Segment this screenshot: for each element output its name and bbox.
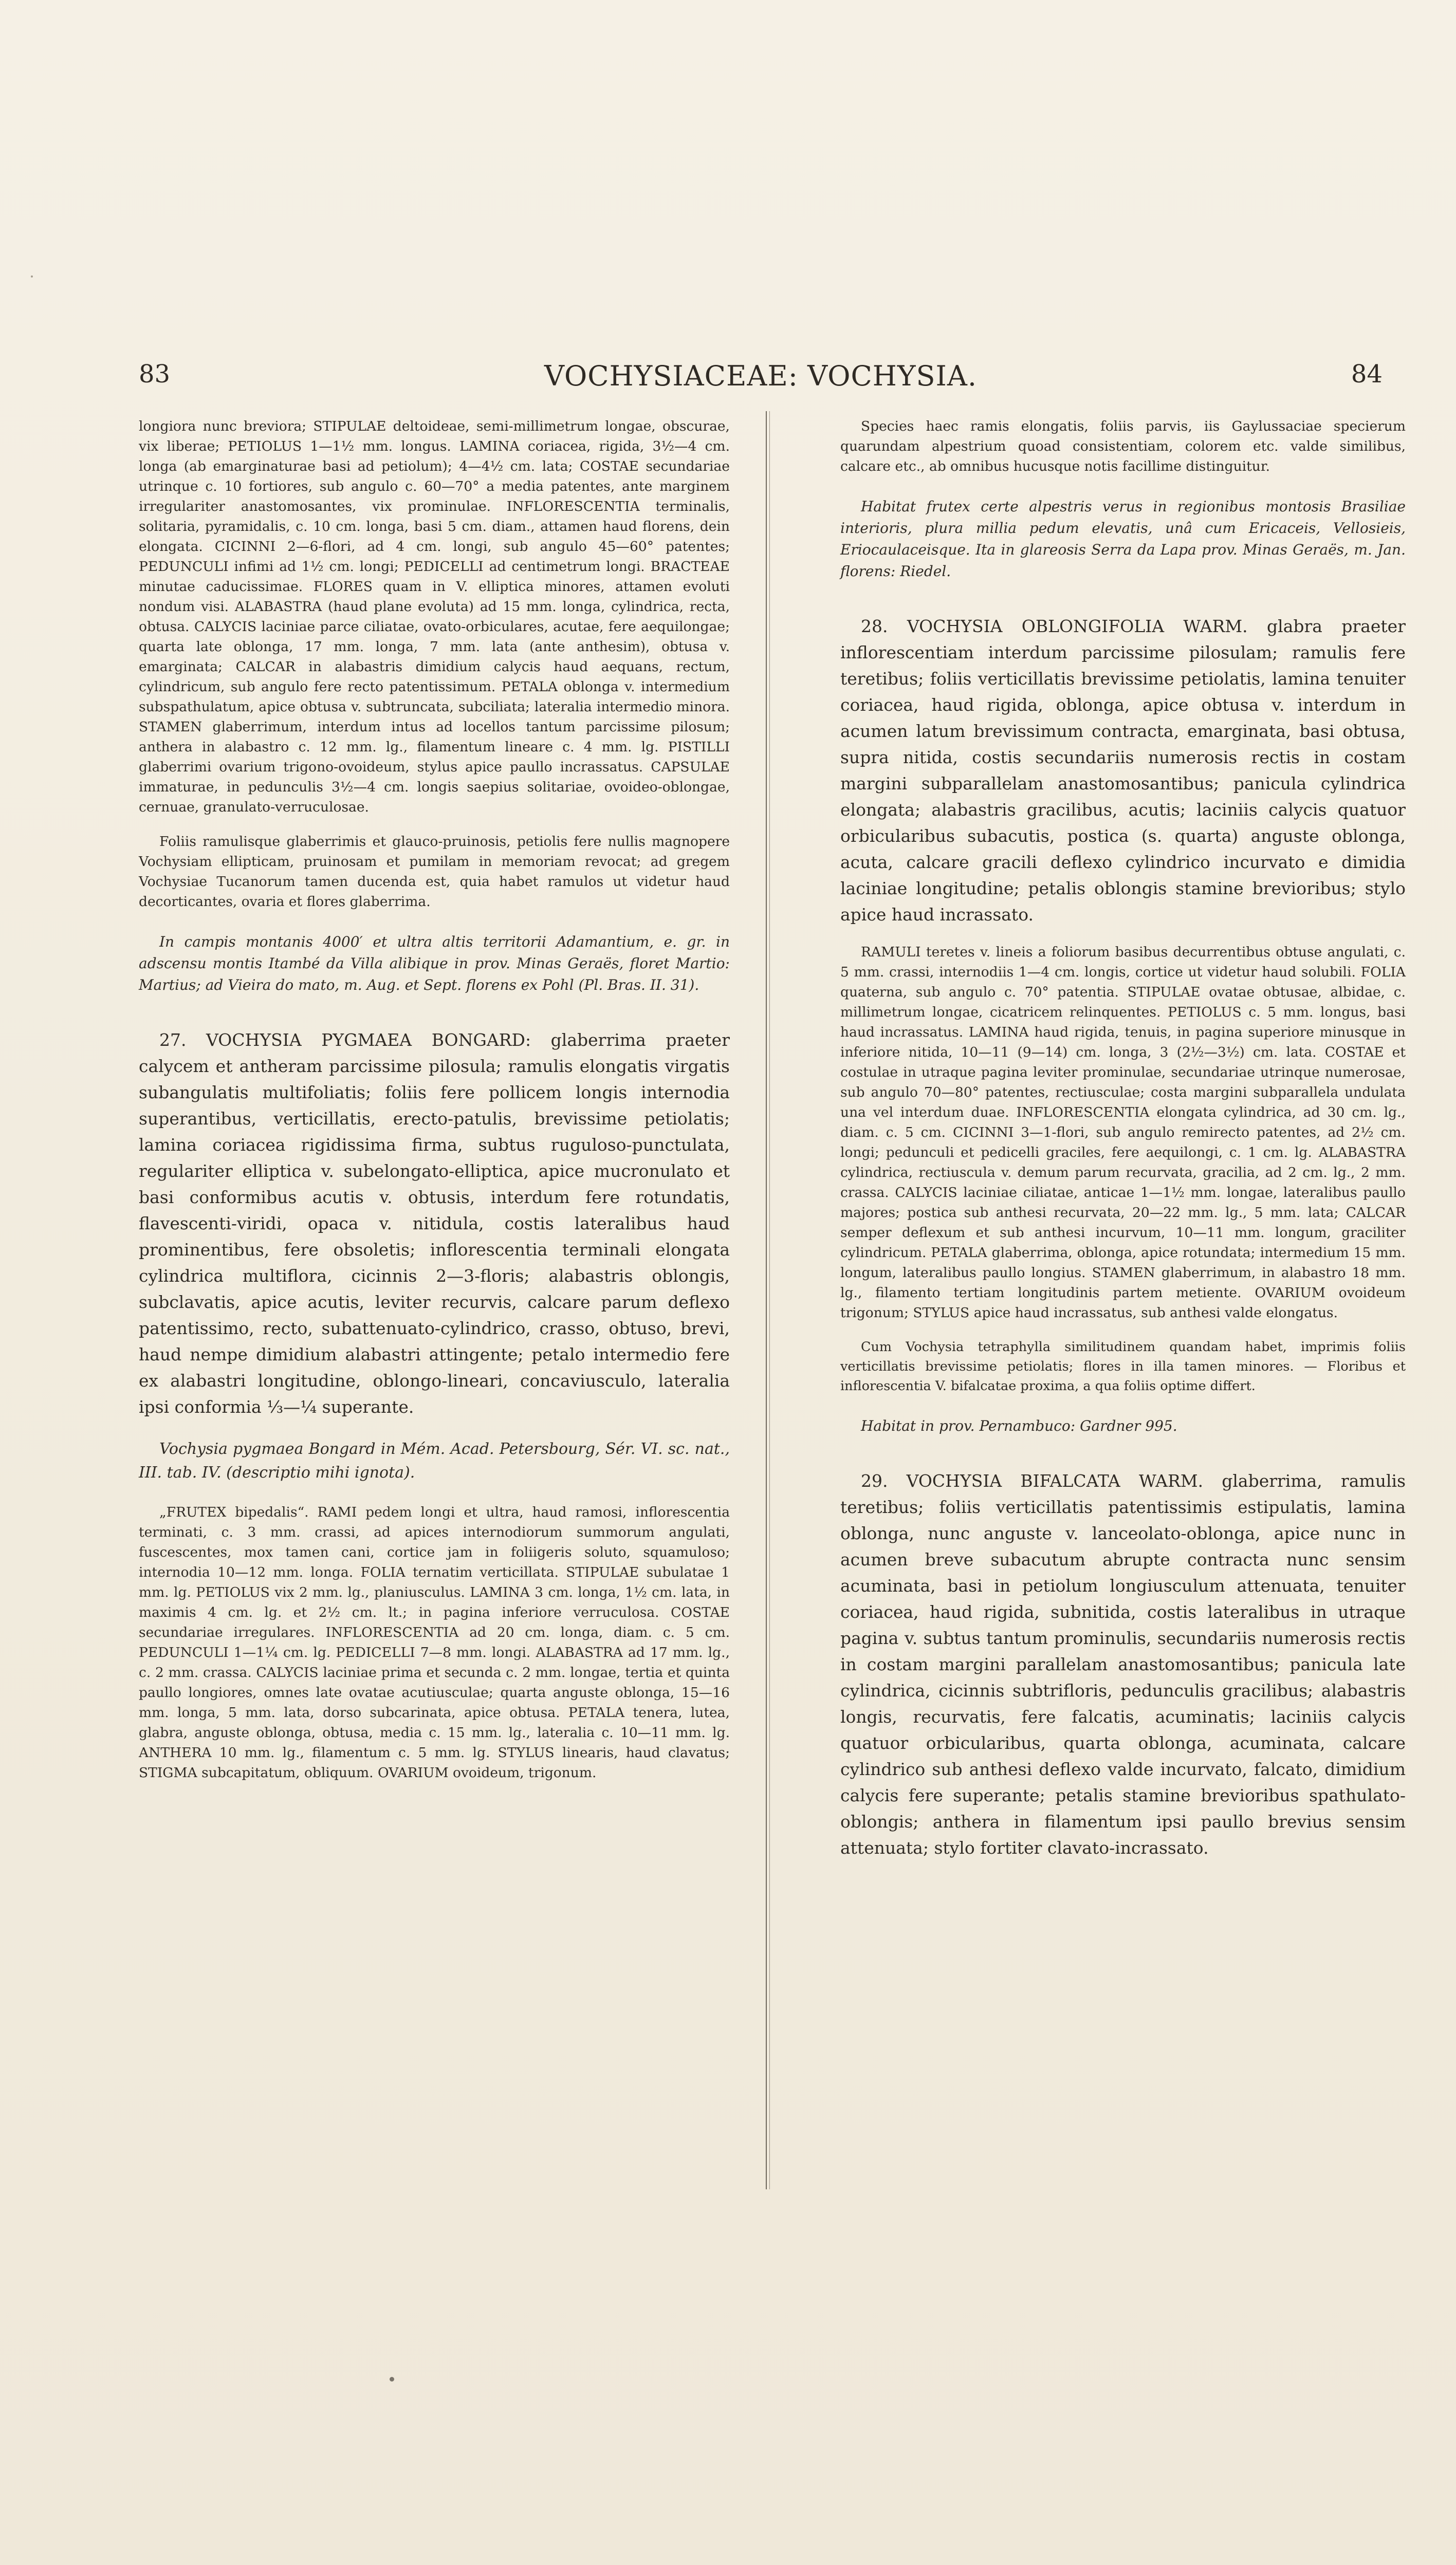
column-rule-inner	[769, 411, 770, 2189]
running-header	[139, 360, 1383, 396]
description-continued: longiora nunc breviora; STIPULAE deltoideae, semi-millimetrum longae, obscurae, vix liberae; PETIOLUS 1—1½ mm. longus. LAMINA coriacea, rigida, 3½—4 cm. longa (ab emarginaturae basi ad petiolum); 4—4½ cm. lata; COSTAE secundariae utrinque c. 10 fortiores, sub angulo c. 60—70° a media patentes, ante marginem irregulariter anastomosantes, vix prominulae. INFLORESCENTIA terminalis, solitaria, pyramidalis, c. 10 cm. longa, basi 5 cm. diam., attamen haud florens, dein elongata. CICINNI 2—6-flori, ad 4 cm. longi, sub angulo 45—60° patentes; PEDUNCULI infimi ad 1½ cm. longi; PEDICELLI ad centimetrum longi. BRACTEAE minutae caducissimae. FLORES quam in V. elliptica minores, attamen evoluti nondum visi. ALABASTRA (haud plane evoluta) ad 15 mm. longa, cylindrica, recta, obtusa. CALYCIS laciniae parce ciliatae, ovato-orbiculares, acutae, fere aequilongae; quarta late oblonga, 17 mm. longa, 7 mm. lata (ante anthesim), obtusa v. emarginata; CALCAR in alabastris dimidium calycis haud aequans, rectum, cylindricum, sub angulo fere recto patentissimum. PETALA oblonga v. intermedium subspathulatum, apice obtusa v. subtruncata, subciliata; lateralia intermedio minora. STAMEN glaberrimum, interdum intus ad locellos tantum parcissime pilosum; anthera in alabastro c. 12 mm. lg., filamentum lineare c. 4 mm. lg. PISTILLI glaberrimi ovarium trigono-ovoideum, stylus apice paullo incrassatus. CAPSULAE immaturae, in pedunculis 3½—4 cm. longis saepius solitariae, ovoideo-oblongae, cernuae, granulato-verruculosae.	[139, 418, 730, 815]
page-number-right: 84	[1351, 360, 1383, 389]
print-dot	[390, 2377, 394, 2382]
species-27-habitat: Habitat frutex certe alpestris verus in regionibus montosis Brasiliae interioris, plura millia pedum elevatis, unâ cum Ericaceis, Vellosieis, Eriocaulaceisque. Ita in glareosis Serra da Lapa prov. Minas Geraës, m. Jan. florens: Riedel.	[840, 498, 1406, 580]
species-28-description: RAMULI teretes v. lineis a foliorum basibus decurrentibus obtuse angulati, c. 5 mm. crassi, internodiis 1—4 cm. longis, cortice ut videtur haud solubili. FOLIA quaterna, sub angulo c. 70° patentia. STIPULAE ovatae obtusae, albidae, c. millimetrum longae, cicatricem relinquentes. PETIOLUS c. 5 mm. longus, basi haud incrassatus. LAMINA haud rigida, tenuis, in pagina superiore minusque in inferiore nitida, 10—11 (9—14) cm. longa, 3 (2½—3½) cm. lata. COSTAE et costulae in utraque pagina leviter prominulae, secundariae utrinque numerosae, sub angulo 70—80° patentes, rectiusculae; costa margini subparallela undulata una vel interdum duae. INFLORESCENTIA elongata cylindrica, ad 30 cm. lg., diam. c. 5 cm. CICINNI 3—1-flori, sub angulo remirecto patentes, ad 2½ cm. longi; pedunculi et pedicelli graciles, fere aequilongi, c. 1 cm. lg. ALABASTRA cylindrica, rectiuscula v. demum parum recurvata, gracilia, ad 2 cm. lg., 2 mm. crassa. CALYCIS laciniae ciliatae, anticae 1—1½ mm. longae, lateralibus paullo majores; postica sub anthesi recurvata, 20—22 mm. lg., 5 mm. lata; CALCAR semper deflexum et sub anthesi incurvum, 10—11 mm. longum, graciliter cylindricum. PETALA glaberrima, oblonga, apice rotundata; intermedium 15 mm. longum, lateralibus paullo longius. STAMEN glaberrimum, in alabastro 18 mm. lg., filamento tertiam longitudinis partem metiente. OVARIUM ovoideum trigonum; STYLUS apice haud incrassatus, sub anthesi valde elongatus.	[840, 944, 1406, 1321]
species-27-description: „FRUTEX bipedalis“. RAMI pedem longi et ultra, haud ramosi, inflorescentia terminati, c. 3 mm. crassi, ad apices internodiorum summorum angulati, fuscescentes, mox tamen cani, cortice jam in foliigeris soluto, squamuloso; internodia 10—12 mm. longa. FOLIA ternatim verticillata. STIPULAE subulatae 1 mm. lg. PETIOLUS vix 2 mm. lg., planiusculus. LAMINA 3 cm. longa, 1½ cm. lata, in maximis 4 cm. lg. et 2½ cm. lt.; in pagina inferiore verruculosa. COSTAE secundariae irregulares. INFLORESCENTIA ad 20 cm. longa, diam. c. 5 cm. PEDUNCULI 1—1¼ cm. lg. PEDICELLI 7—8 mm. longi. ALABASTRA ad 17 mm. lg., c. 2 mm. crassa. CALYCIS laciniae prima et secunda c. 2 mm. longae, tertia et quinta paullo longiores, omnes late ovatae acutiusculae; quarta anguste oblonga, 15—16 mm. longa, 5 mm. lata, dorso subcarinata, apice obtusa. PETALA tenera, lutea, glabra, anguste oblonga, obtusa, media c. 15 mm. lg., lateralia c. 10—11 mm. lg. ANTHERA 10 mm. lg., filamentum c. 5 mm. lg. STYLUS linearis, haud clavatus; STIGMA subcapitatum, obliquum. OVARIUM ovoideum, trigonum.	[139, 1504, 730, 1781]
paper-speck	[31, 275, 33, 278]
remark-paragraph: Foliis ramulisque glaberrimis et glauco-pruinosis, petiolis fere nullis magnopere Vochysiam ellipticam, pruinosam et pumilam in memoriam revocat; ad gregem Vochysiae Tucanorum tamen ducenda est, quia habet ramulos ut videtur haud decorticantes, ovaria et flores glaberrima.	[139, 834, 730, 910]
species-28-diagnosis: 28. VOCHYSIA OBLONGIFOLIA WARM. glabra praeter inflorescentiam interdum parcissime pilosulam; ramulis fere teretibus; foliis verticillatis brevissime petiolatis, lamina tenuiter coriacea, haud rigida, oblonga, apice obtusa v. interdum in acumen latum brevissimum contracta, emarginata, basi obtusa, supra nitida, costis secundariis numerosis rectis in costam margini subparallelam anastomosantibus; panicula cylindrica elongata; alabastris gracilibus, acutis; laciniis calycis quatuor orbicularibus subacutis, postica (s. quarta) anguste oblonga, acuta, calcare gracili deflexo cylindrico incurvato e dimidia laciniae longitudine; petalis oblongis stamine brevioribus; stylo apice haud incrassato.	[840, 616, 1406, 925]
right-column	[840, 416, 1406, 1875]
column-rule	[766, 411, 767, 2189]
habitat-paragraph: In campis montanis 4000′ et ultra altis territorii Adamantium, e. gr. in adscensu montis Itambé da Villa alibique in prov. Minas Geraës, floret Martio: Martius; ad Vieira do mato, m. Aug. et Sept. florens ex Pohl (Pl. Bras. II. 31).	[139, 933, 730, 993]
species-27-remark: Species haec ramis elongatis, foliis parvis, iis Gaylussaciae specierum quarundam alpestrium quoad consistentiam, colorem etc. valde similibus, calcare etc., ab omnibus hucusque notis facillime distinguitur.	[840, 418, 1406, 474]
running-title: VOCHYSIACEAE: VOCHYSIA.	[544, 360, 978, 392]
species-27-reference: Vochysia pygmaea Bongard in Mém. Acad. Petersbourg, Sér. VI. sc. nat., III. tab. IV. (descriptio mihi ignota).	[139, 1440, 730, 1482]
species-28-habitat: Habitat in prov. Pernambuco: Gardner 995.	[861, 1417, 1177, 1434]
left-column	[139, 416, 730, 1797]
page-number-left: 83	[139, 360, 171, 389]
species-29-diagnosis: 29. VOCHYSIA BIFALCATA WARM. glaberrima, ramulis teretibus; foliis verticillatis patentissimis estipulatis, lamina oblonga, nunc anguste v. lanceolato-oblonga, apice nunc in acumen breve subacutum abrupte contracta nunc sensim acuminata, basi in petiolum longiusculum attenuata, tenuiter coriacea, haud rigida, subnitida, costis lateralibus in utraque pagina v. subtus tantum prominulis, secundariis numerosis rectis in costam margini parallelam anastomosantibus; panicula late cylindrica, cicinnis subtrifloris, pedunculis gracilibus; alabastris longis, recurvatis, fere falcatis, acuminatis; laciniis calycis quatuor orbicularibus, quarta oblonga, acuminata, calcare cylindrico sub anthesi deflexo valde incurvato, falcato, dimidium calycis fere superante; petalis stamine brevioribus spathulato-oblongis; anthera in filamentum ipsi paullo brevius sensim attenuata; stylo fortiter clavato-incrassato.	[840, 1471, 1406, 1858]
species-27-diagnosis: 27. VOCHYSIA PYGMAEA BONGARD: glaberrima praeter calycem et antheram parcissime pilosula; ramulis elongatis virgatis subangulatis multifoliatis; foliis fere pollicem longis internodia superantibus, verticillatis, erecto-patulis, brevissime petiolatis; lamina coriacea rigidissima firma, subtus ruguloso-punctulata, regulariter elliptica v. subelongato-elliptica, apice mucronulato et basi conformibus acutis v. obtusis, interdum fere rotundatis, flavescenti-viridi, opaca v. nitidula, costis lateralibus haud prominentibus, fere obsoletis; inflorescentia terminali elongata cylindrica multiflora, cicinnis 2—3-floris; alabastris oblongis, subclavatis, apice acutis, leviter recurvis, calcare parum deflexo patentissimo, recto, subattenuato-cylindrico, crasso, obtuso, brevi, haud nempe dimidium alabastri attingente; petalo intermedio fere ex alabastri longitudine, oblongo-lineari, concaviusculo, lateralia ipsi conformia ⅓—¼ superante.	[139, 1030, 730, 1417]
species-28-remark: Cum Vochysia tetraphylla similitudinem quandam habet, imprimis foliis verticillatis brevissime petiolatis; flores in illa tamen minores. — Floribus et inflorescentia V. bifalcatae proxima, a qua foliis optime differt.	[840, 1339, 1406, 1394]
